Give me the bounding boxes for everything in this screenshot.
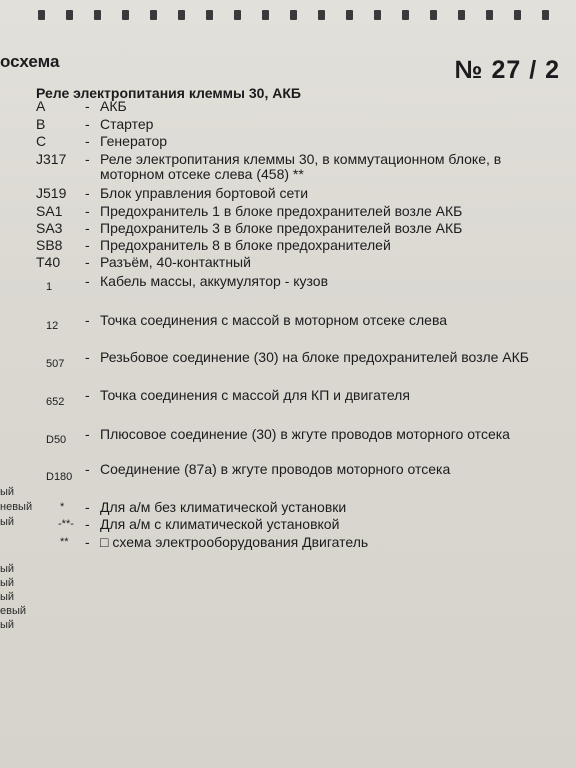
binder-hole — [178, 10, 185, 20]
legend-code: 1 — [46, 281, 53, 293]
legend-dash: - — [85, 273, 90, 289]
note-symbol: ** — [60, 536, 69, 548]
binder-hole — [38, 10, 45, 20]
legend-code: A — [36, 98, 46, 114]
legend-desc: Точка соединения с массой для КП и двигателя — [100, 387, 410, 403]
legend-desc: Предохранитель 1 в блоке предохранителей возле АКБ — [100, 203, 463, 219]
binder-hole — [430, 10, 437, 20]
margin-fragment: ый — [0, 619, 15, 631]
legend-dash: - — [85, 461, 90, 477]
left-margin-fragments — [0, 485, 32, 530]
note-desc: Для а/м без климатической установки — [100, 499, 347, 515]
legend-code: 12 — [46, 320, 59, 332]
page-title: осхема — [0, 52, 60, 71]
margin-fragment: ый — [0, 563, 15, 575]
legend-dash: - — [85, 426, 90, 442]
legend-desc: Генератор — [100, 133, 168, 149]
binder-hole — [458, 10, 465, 20]
legend-dash: - — [85, 116, 90, 132]
legend-dash: - — [85, 151, 90, 167]
legend-desc: Плюсовое соединение (30) в жгуте проводов моторного отсека — [100, 426, 510, 442]
legend-dash: - — [85, 133, 90, 149]
note-symbol: -**- — [58, 518, 74, 530]
note-desc: □ схема электрооборудования Двигатель — [100, 534, 369, 550]
legend-desc: Предохранитель 8 в блоке предохранителей — [100, 237, 391, 253]
note-dash: - — [85, 534, 90, 550]
note-symbol: * — [60, 501, 65, 513]
binder-hole — [374, 10, 381, 20]
binder-hole — [318, 10, 325, 20]
legend-code: B — [36, 116, 46, 132]
legend-desc: Точка соединения с массой в моторном отсеке слева — [100, 312, 448, 328]
legend-desc: АКБ — [100, 98, 127, 114]
legend-desc: Соединение (87а) в жгуте проводов моторного отсека — [100, 461, 451, 477]
legend-code: D50 — [46, 434, 67, 446]
section-subtitle: Реле электропитания клеммы 30, АКБ — [36, 85, 301, 101]
legend-dash: - — [85, 98, 90, 114]
binder-hole — [346, 10, 353, 20]
legend-desc: Реле электропитания клеммы 30, в коммутационном блоке, в моторном отсеке слева (458) ** — [100, 151, 502, 182]
legend-desc: Резьбовое соединение (30) на блоке предохранителей возле АКБ — [100, 349, 529, 365]
legend-dash: - — [85, 185, 90, 201]
left-margin-fragments — [0, 562, 26, 632]
legend-dash: - — [85, 203, 90, 219]
binder-holes — [0, 10, 576, 24]
note-dash: - — [85, 499, 90, 515]
binder-hole — [402, 10, 409, 20]
legend-code: SA1 — [36, 203, 63, 219]
legend-dash: - — [85, 254, 90, 270]
legend-code: D180 — [46, 471, 73, 483]
margin-fragment: ый — [0, 591, 15, 603]
legend-desc: Кабель массы, аккумулятор - кузов — [100, 273, 329, 289]
margin-fragment: ый — [0, 516, 15, 528]
legend-dash: - — [85, 312, 90, 328]
binder-hole — [514, 10, 521, 20]
legend-desc: Разъём, 40-контактный — [100, 254, 251, 270]
legend-desc: Предохранитель 3 в блоке предохранителей возле АКБ — [100, 220, 463, 236]
note-dash: - — [85, 516, 90, 532]
legend-desc: Стартер — [100, 116, 154, 132]
binder-hole — [234, 10, 241, 20]
legend-dash: - — [85, 387, 90, 403]
binder-hole — [486, 10, 493, 20]
binder-hole — [150, 10, 157, 20]
legend-dash: - — [85, 237, 90, 253]
legend-code: J519 — [36, 185, 67, 201]
legend-dash: - — [85, 220, 90, 236]
binder-hole — [262, 10, 269, 20]
binder-hole — [94, 10, 101, 20]
margin-fragment: ый — [0, 577, 15, 589]
legend-code: SA3 — [36, 220, 63, 236]
legend-desc: Блок управления бортовой сети — [100, 185, 309, 201]
note-desc: Для а/м с климатической установкой — [100, 516, 340, 532]
binder-hole — [290, 10, 297, 20]
legend-code: SB8 — [36, 237, 63, 253]
binder-hole — [206, 10, 213, 20]
legend-dash: - — [85, 349, 90, 365]
margin-fragment: евый — [0, 605, 27, 617]
legend-code: 507 — [46, 358, 65, 370]
binder-hole — [66, 10, 73, 20]
legend-code: C — [36, 133, 47, 149]
page-number: № 27 / 2 — [454, 56, 560, 84]
legend-code: J317 — [36, 151, 67, 167]
margin-fragment: ый — [0, 486, 15, 498]
binder-hole — [542, 10, 549, 20]
legend-code: T40 — [36, 254, 61, 270]
margin-fragment: невый — [0, 501, 33, 513]
legend-code: 652 — [46, 396, 65, 408]
binder-hole — [122, 10, 129, 20]
